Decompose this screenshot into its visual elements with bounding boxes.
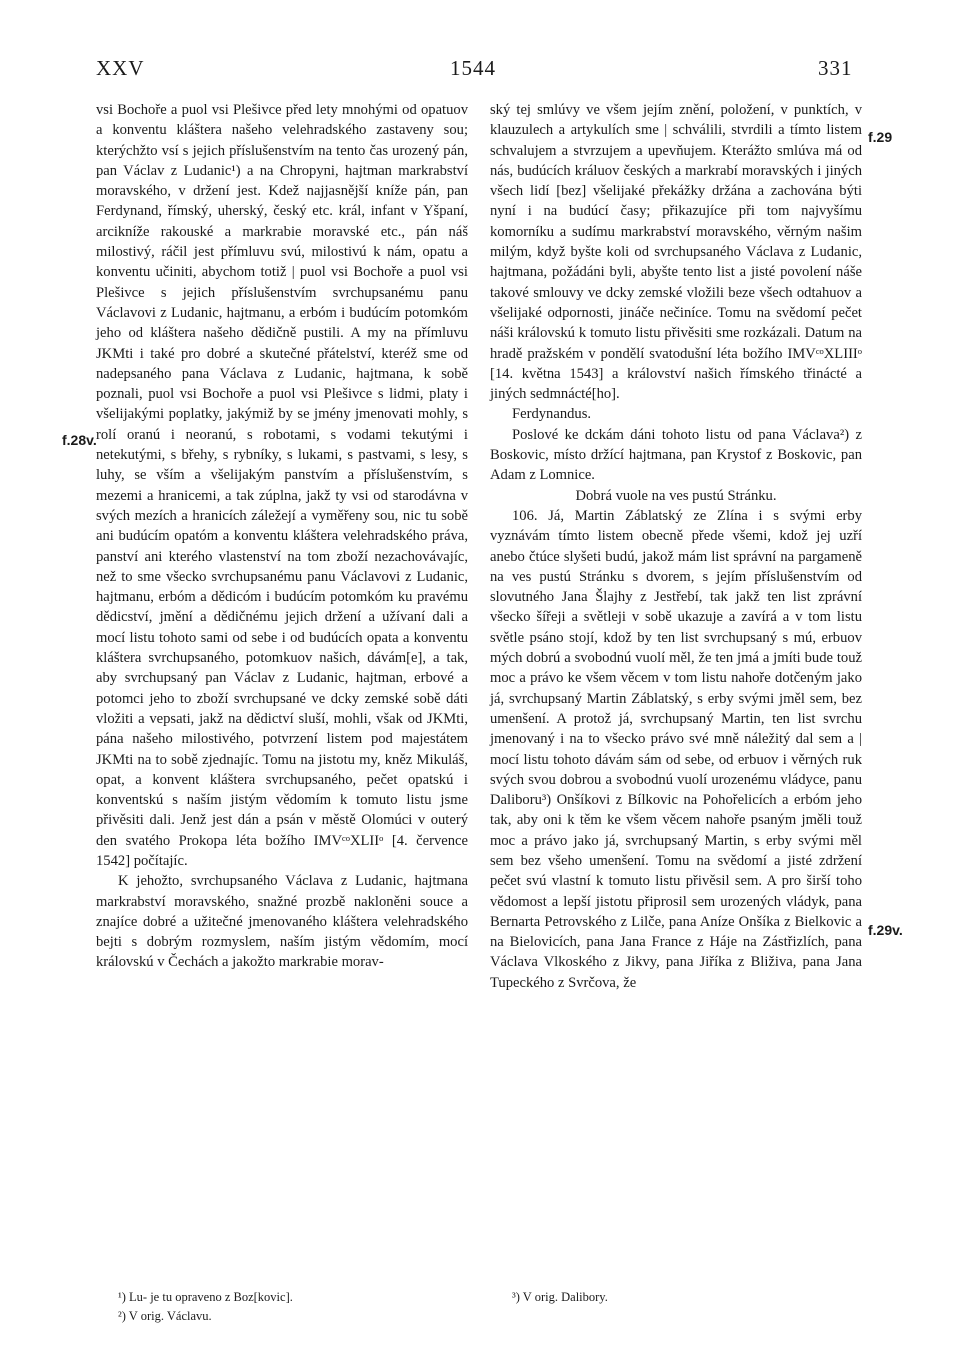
paragraph: Poslové ke dckám dáni tohoto listu od pana Václava²) z Boskovic, místo držící hajtmana, pan Krystof z Boskovic, pan Adam z Lomnice. — [490, 426, 862, 484]
signature-line: Ferdynandus. — [512, 406, 592, 423]
paragraph-106: 106. Já, Martin Záblatský ze Zlína i s svými erby vyznávám tímto listem obecně přede všemi, kdož jej uzří anebo čtúce slyšeti budú, jakož mám list správní na pargameně na ves pustú Stránku s dvorem, s jejím příslušenstvím od slovutného Jana Šlajhy z Jestřebí, tak jakž ten list zprávní všecko šířeji a světleji v sobě ukazuje a zavírá a v tom listu světle psáno stojí, kdož by ten list svrchupsaný s mú, erbuov mých dobrú a svobodnú vuolí měl, že ten jmá a jmíti bude touž moc a právo ke všem věcem v tom listu nahoře dotčeným jako já, svrchupsaný Martin Záblatský, s erby svými jměl sem, bez umenšení. A protož já, svrchupsaný Martin, ten list svrchu jmenovaný i na to všecko právo své mně náležitý dal sem a | mocí listu tohoto dávám sám od sebe, od erbuov i věrných ruk svých svou dobrou a svobodnú vuolí urozenému vládyce, panu Daliboru³) Onšíkovi z Bílkovic na Pohořelicích a erbóm jeho tak, aby oni k těm ke všem věcem nahoře psaným jměli touž moc a právo jako já, svrchupsaný Martin, s erby svými měl sem bez všeho umenšení. Tomu na svědomí a jisté zdržení pečet svú vlastní k tomuto listu přivěsil sem. A pro širší toho vědomost a lepší jistotu připrosil sem urozených vládyk, pana Bernarta Petrovského z Lilče, pana Aníze Onšíka z Bielkovic a na Bielovicích, pana Jana France z Háje na Zástřizlích, pana Václava Vlkoského z Jikvy, pana Jiříka z Bliživa, pana Jana Tupeckého z Svrčova, že — [490, 507, 862, 991]
margin-note-folio: f.29 — [868, 129, 893, 145]
footnote: ²) V orig. Václavu. — [118, 1309, 212, 1323]
document-heading: Dobrá vuole na ves pustú Stránku. — [575, 487, 777, 504]
footnote: ¹) Lu- je tu opraveno z Boz[kovic]. — [118, 1290, 293, 1304]
footnotes-left — [118, 1288, 458, 1326]
paragraph: K jehožto, svrchupsaného Václava z Ludanic, hajtmana markrabství moravského, snažné prozbě nakloněni souce a znajíce dobré a užitečné jmenovaného kláštera velehradského bejti s dobrým rozmyslem, naším jistým vědomím, mocí královskú v Čechách a jakožto markrabie morav- — [96, 873, 468, 971]
running-head-left: XXV — [96, 56, 145, 80]
paragraph: vsi Bochoře a puol vsi Plešivce před lety mnohými od opatuov a konventu kláštera našeho velehradského zastaveny sou; kterýchžto vsí s jejich příslušenstvím na tento čas urozený pán, pan Václav z Ludanic¹) a na Chropyni, hajtman markrabství moravského, v držení jest. Kdež najjasnější kníže pán, pan Ferdynand, římský, uherský, český etc. král, infant v Yšpaní, arcikníže rakouské a markrabie moravské etc., pán náš milostivý, ráčil jest přímluvu svú, milostivú k nám, opatu a konventu učiniti, abychom totiž | puol vsi Bochoře a puol vsi Plešivce s jejich příslušenstvím svrchupsanému panu Václavovi z Ludanic, hajtmanu, a erbóm i budúcím potomkóm jeho od kláštera našeho dědičně pustili. A my na přímluvu JKMti i také pro dobré a skutečné přátelství, kteréž sme od nadepsaného pana Václava z Ludanic, hajtmana, k sobě poznali, puol vsi Bochoře a puol vsi Plešivce s lidmi, platy i všelijakými poplatky, jakýmiž by se jmény jmenovati mohly, s rolí oranú i neoranú, s robotami, s vodami tekutými i netekutými, s břehy, s rybníky, s lukami, s pastvami, s lesy, s luhy, se vším a všelijakým panstvím a příslušenstvím, s mezemi a hranicemi, a tak zúplna, jakž ty vsi od starodávna v svých mezích a hranicích záležejí a vyměřeny sou, nic tu sobě ani budúcím opatóm a konventu kláštera velehradského práva, panství ani kterého vlastenství na tom zboží nezachovávajíc, než to sme všecko svrchupsanému panu Václavovi z Ludanic, hajtmanu, erbóm a dědicóm i budúcím potomkóm ku pravému dědicství, jmění a dědičnému jejich držení a užívaní dali a mocí listu tohoto sami od sebe i od budúcích opata a konventu kláštera svrchupsaného, potomkuov našich, dávám[e], a tak, aby svrchupsaný pan Václav z Ludanic, hajtman, erbové a potomci jeho to zboží svrchupsané ve dcky zemské sobě dáti vložiti a vepsati, jakž na dědictví sluší, mohli, však od JKMti, pána našeho milostivého, potvrzení listem pod majestátem JKMti na to sobě zjednajíc. Tomu na jistotu my, kněz Mikuláš, opat, a konvent kláštera svrchupsaného, pečet opatskú i konventskú s naším jistým vědomím k tomuto listu jsme přivěsiti dali. Jenž jest dán a psán v městě Olomúci v outerý den svatého Prokopa léta božího IMVᶜᵒXLIIᵒ [4. července 1542] počítajíc. — [96, 102, 468, 869]
running-head-year: 1544 — [450, 56, 496, 80]
footnote: ³) V orig. Dalibory. — [512, 1290, 608, 1304]
text-column-right — [490, 100, 862, 993]
page-number: 331 — [818, 56, 853, 80]
margin-note-folio: f.28v. — [62, 432, 97, 448]
footnotes-right — [512, 1288, 852, 1307]
text-column-left — [96, 100, 468, 973]
margin-note-folio: f.29v. — [868, 922, 903, 938]
paragraph: ský tej smlúvy ve všem jejím znění, položení, v punktích, v klauzulech a artykulích sme | schválili, stvrdili a tímto listem schvalujem a stvrzujem a upevňujem. Kterážto smlúva má od nás, budúcích králuov českých a markrabí moravských i jiných všech lidí [bez] všelijaké překážky držána a zachována býti nyní i na budúcí časy; přikazujíce při tom najvyšímu komorníku a sudímu markrabství moravského, věrným našim milým, když byšte koli od svrchupsaného Václava z Ludanic, hajtmana, požádáni byli, abyšte tento list a jisté povolení náše takové smlouvy ve dcky zemské vložili beze všech odtahuov a všelijaké odpornosti, jináče nečiníce. Tomu na svědomí pečet náši královskú k tomuto listu přivěsiti sme rozkázali. Datum na hradě pražském v pondělí svatodušní léta božího IMVᶜᵒXLIIIᵒ [14. května 1543] a království našich římského třinácté a jiných sedmnácté[ho]. — [490, 102, 862, 403]
